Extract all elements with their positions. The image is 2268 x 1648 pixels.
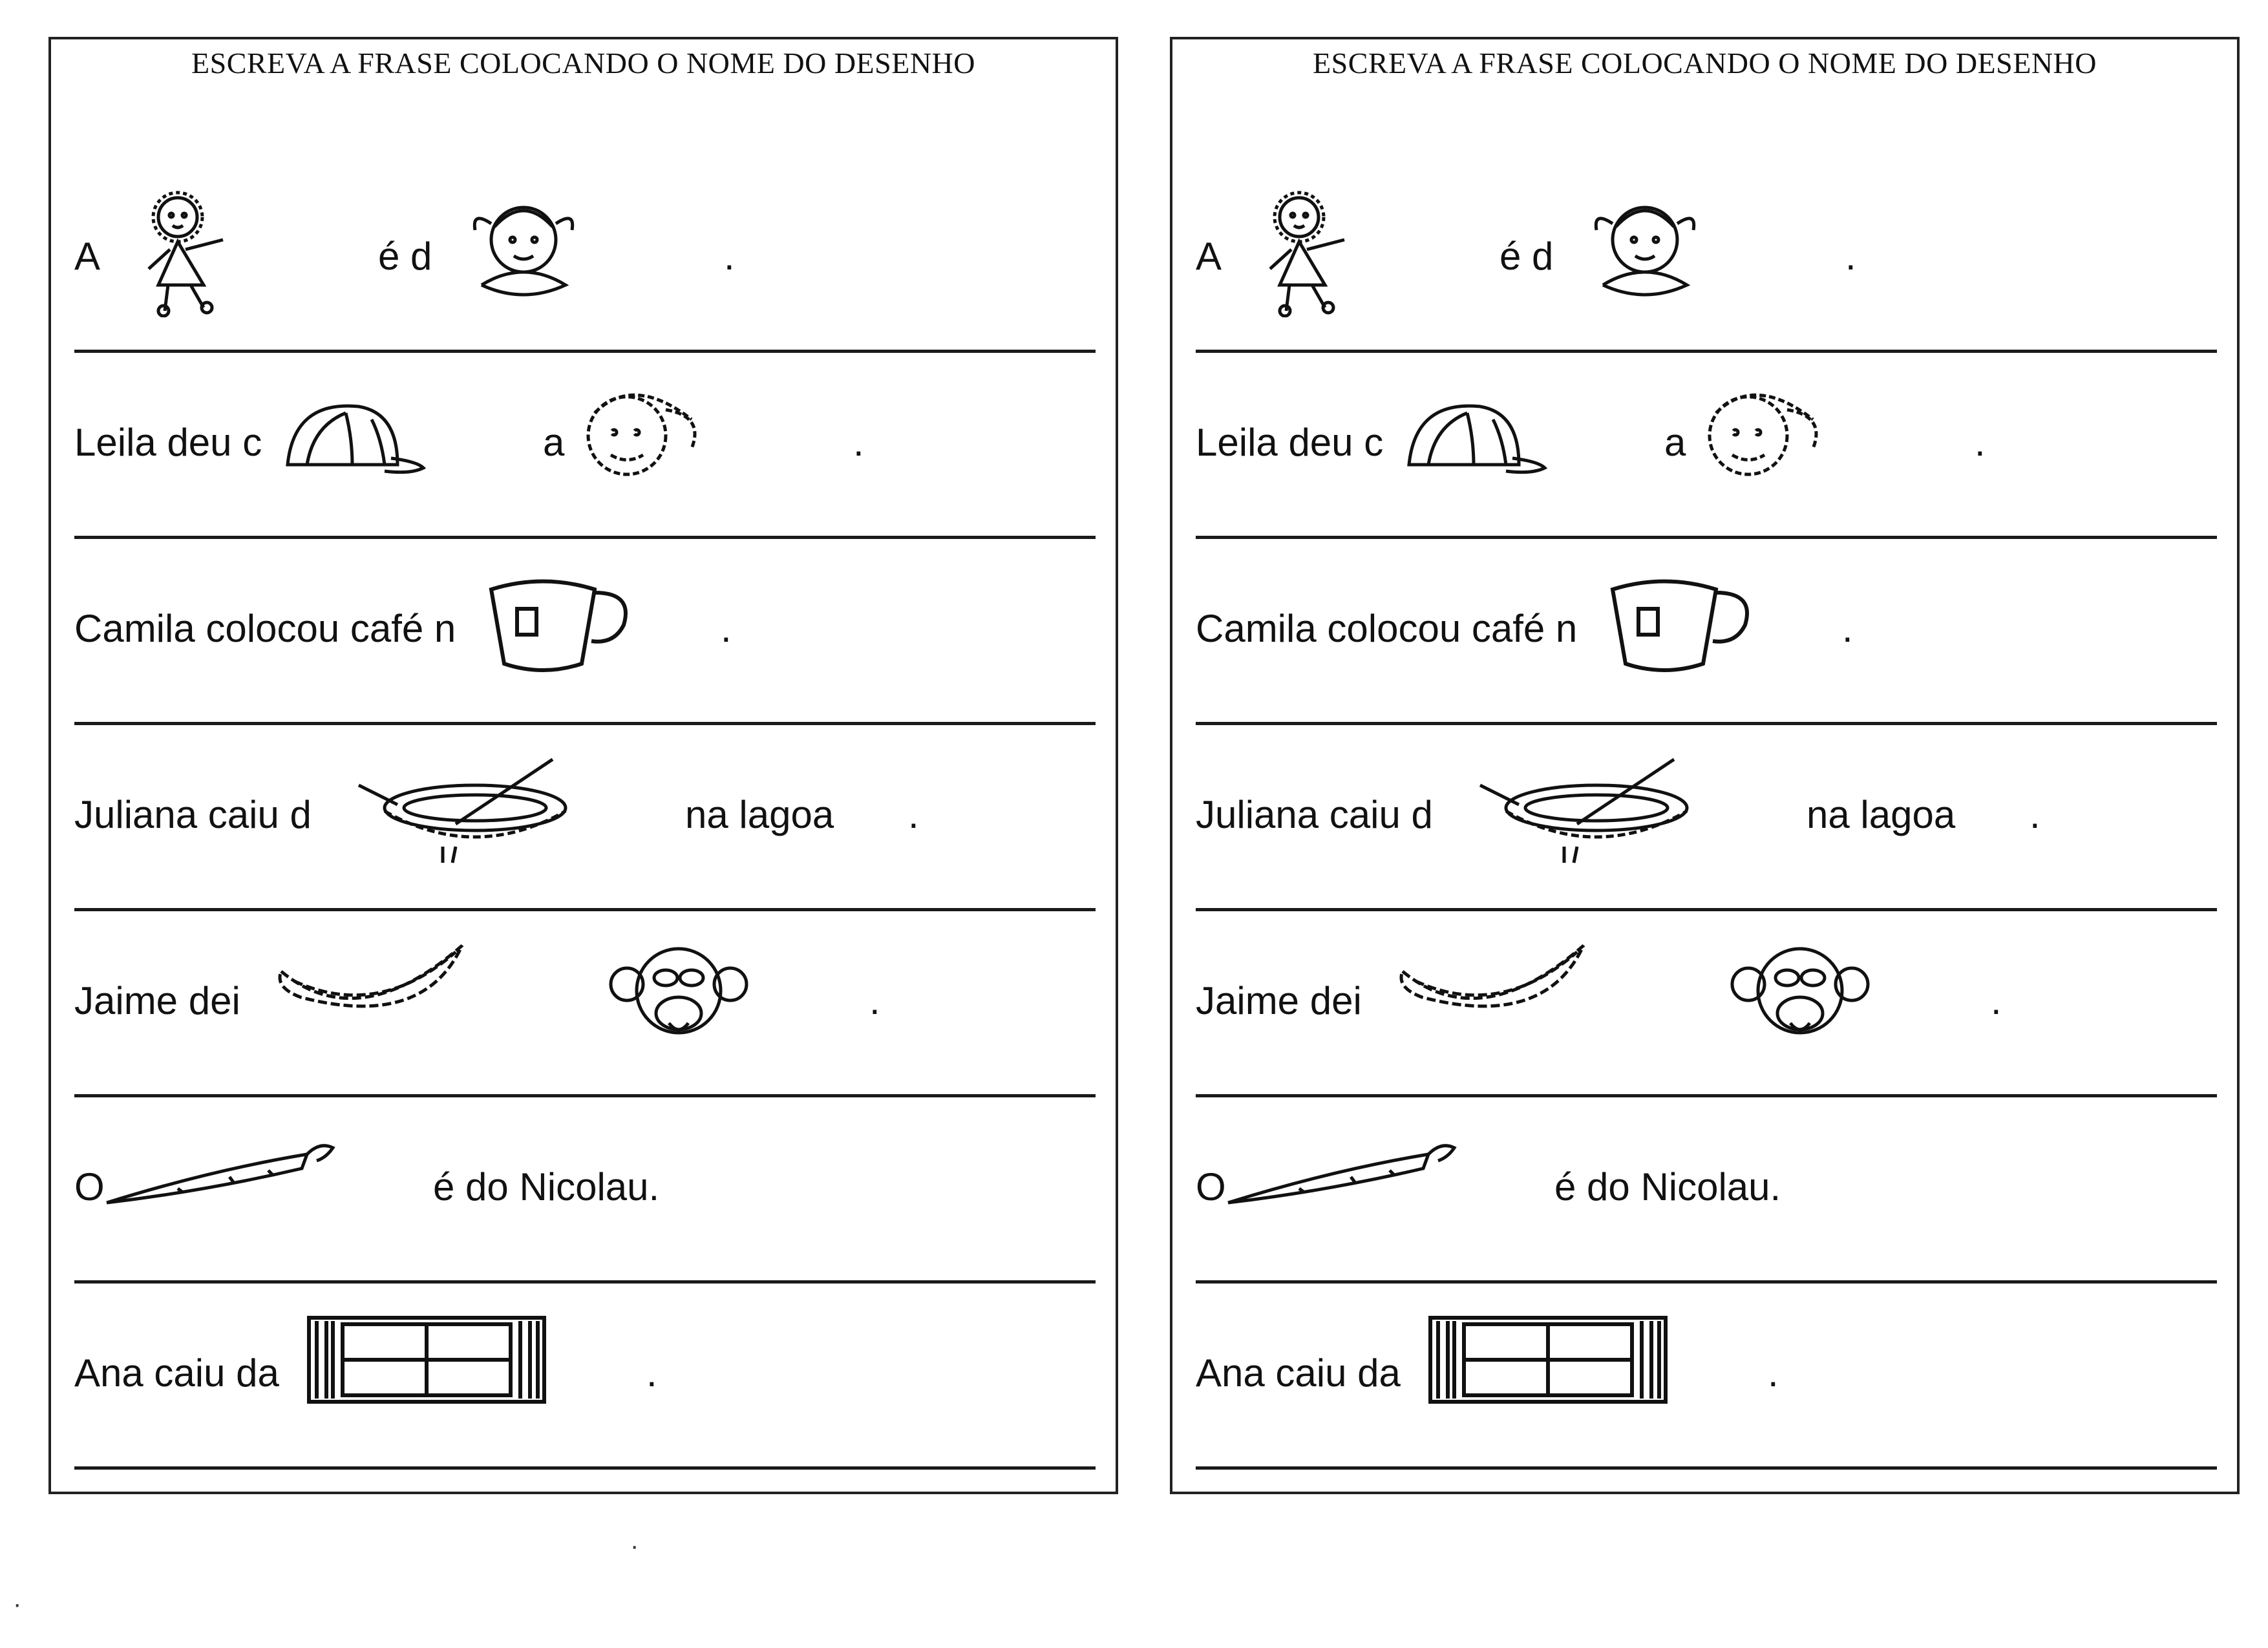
- sentence-start: O: [1196, 1165, 1226, 1209]
- scan-speck: ·: [13, 1590, 22, 1618]
- worksheet-title: ESCREVA A FRASE COLOCANDO O NOME DO DESENHO: [191, 47, 975, 79]
- sentence-middle: é d: [378, 235, 432, 278]
- exercise-row: [74, 1164, 1096, 1350]
- sentence-end: .: [1768, 1351, 1779, 1395]
- answer-line: [1196, 350, 2217, 353]
- sentence-start: O: [74, 1165, 105, 1209]
- sentence-start: A: [74, 235, 101, 278]
- sentence-start: Ana caiu da: [1196, 1351, 1401, 1395]
- sentence-start: Camila colocou café n: [1196, 607, 1578, 650]
- sentence-after: é do Nicolau.: [1554, 1165, 1781, 1209]
- sentence-start: Leila deu c: [74, 421, 262, 464]
- worksheet-title: ESCREVA A FRASE COLOCANDO O NOME DO DESENHO: [1313, 47, 2097, 79]
- exercise-row: [74, 792, 1096, 978]
- banana-icon: [268, 933, 475, 1062]
- sentence-start: Jaime dei: [1196, 979, 1362, 1022]
- sentence-after: é do Nicolau.: [433, 1165, 660, 1209]
- window-icon: [304, 1311, 549, 1408]
- doll-icon: [1235, 188, 1396, 317]
- sentence-end: .: [853, 421, 864, 464]
- exercise-row: [1196, 792, 2217, 978]
- sentence-start: Leila deu c: [1196, 421, 1384, 464]
- sentence-end: .: [724, 235, 735, 278]
- girl-face-icon: [1564, 188, 1726, 317]
- answer-line: [1196, 1466, 2217, 1470]
- scan-speck: ·: [630, 1532, 639, 1560]
- sentence-middle: é d: [1500, 235, 1554, 278]
- boy-face-icon: [556, 374, 717, 503]
- banana-icon: [1390, 933, 1596, 1062]
- cap-icon: [1390, 374, 1551, 503]
- sentence-middle: a: [1664, 421, 1686, 464]
- answer-line: [74, 908, 1096, 911]
- sentence-start: Juliana caiu d: [1196, 793, 1433, 836]
- answer-line: [1196, 536, 2217, 539]
- window-icon: [1425, 1311, 1671, 1408]
- sentence-start: Camila colocou café n: [74, 607, 456, 650]
- canoe-icon: [1467, 746, 1713, 876]
- boy-face-icon: [1677, 374, 1839, 503]
- exercise-row: [1196, 1350, 2217, 1536]
- exercise-row: [1196, 1164, 2217, 1350]
- answer-line: [74, 536, 1096, 539]
- carrot-icon: [1222, 1119, 1467, 1248]
- sentence-start: Jaime dei: [74, 979, 240, 1022]
- sentence-end: .: [721, 607, 732, 650]
- sentence-after: na lagoa: [1807, 793, 1956, 836]
- doll-icon: [113, 188, 275, 317]
- sentence-end: .: [908, 793, 919, 836]
- answer-line: [74, 1280, 1096, 1284]
- canoe-icon: [346, 746, 591, 876]
- answer-line: [74, 1466, 1096, 1470]
- monkey-face-icon: [601, 933, 763, 1062]
- answer-line: [1196, 908, 2217, 911]
- sentence-end: .: [1975, 421, 1986, 464]
- girl-face-icon: [443, 188, 604, 317]
- sentence-end: .: [869, 979, 880, 1022]
- monkey-face-icon: [1722, 933, 1884, 1062]
- sentence-end: .: [1845, 235, 1856, 278]
- sentence-end: .: [1842, 607, 1853, 650]
- sentence-start: Ana caiu da: [74, 1351, 279, 1395]
- exercise-row: [74, 1350, 1096, 1536]
- sentence-start: A: [1196, 235, 1222, 278]
- answer-line: [1196, 722, 2217, 725]
- answer-line: [1196, 1280, 2217, 1284]
- mug-icon: [1593, 560, 1755, 690]
- sentence-start: Juliana caiu d: [74, 793, 312, 836]
- mug-icon: [472, 560, 633, 690]
- answer-line: [74, 722, 1096, 725]
- sentence-end: .: [646, 1351, 657, 1395]
- worksheet-left: [48, 37, 1118, 1494]
- cap-icon: [268, 374, 430, 503]
- carrot-icon: [100, 1119, 346, 1248]
- sentence-end: .: [1991, 979, 2002, 1022]
- answer-line: [1196, 1094, 2217, 1097]
- sentence-middle: a: [543, 421, 565, 464]
- answer-line: [74, 350, 1096, 353]
- answer-line: [74, 1094, 1096, 1097]
- sentence-end: .: [2030, 793, 2040, 836]
- sentence-after: na lagoa: [685, 793, 834, 836]
- worksheet-right: [1170, 37, 2240, 1494]
